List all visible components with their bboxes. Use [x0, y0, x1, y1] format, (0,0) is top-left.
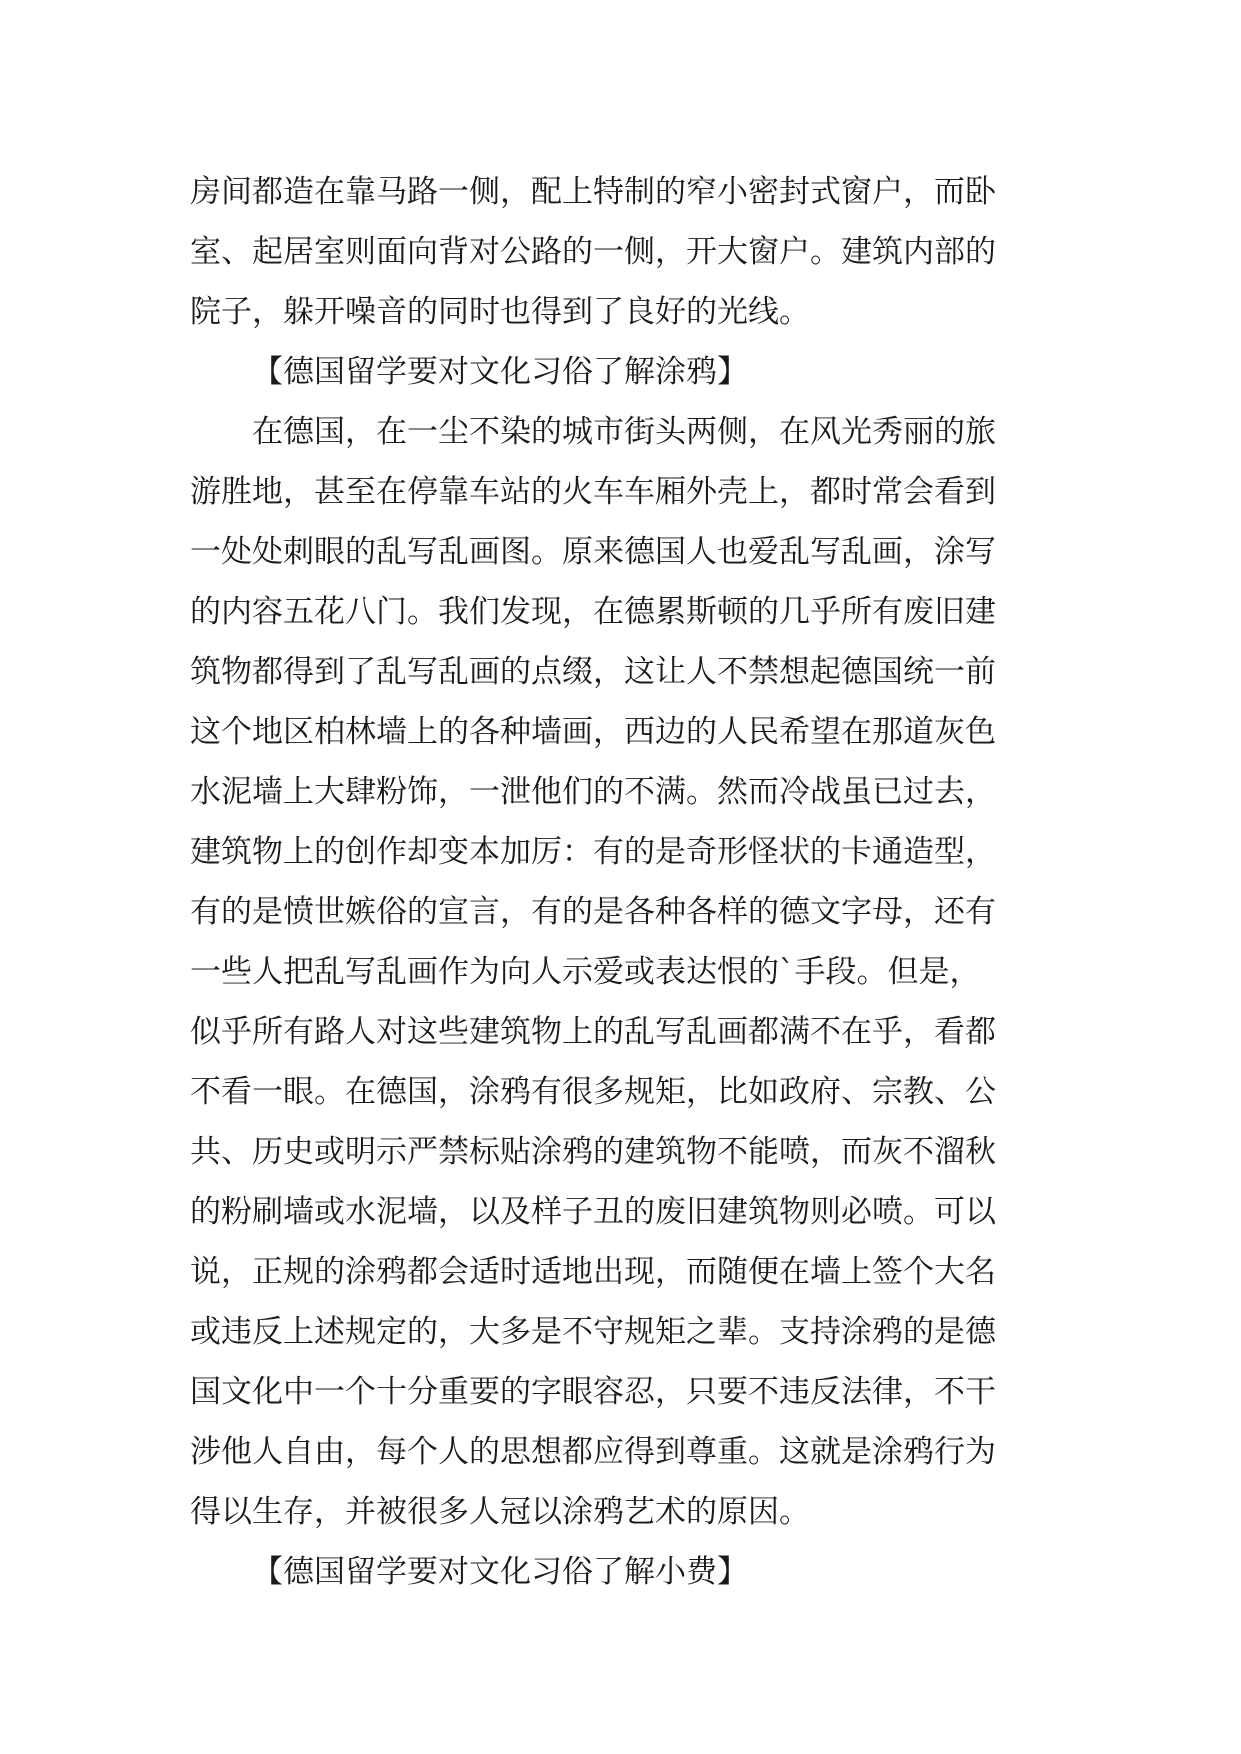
paragraph-line: 一处处刺眼的乱写乱画图。原来德国人也爱乱写乱画，涂写 — [190, 534, 996, 570]
paragraph-line: 国文化中一个十分重要的字眼容忍，只要不违反法律，不干 — [190, 1374, 996, 1410]
paragraph-line: 得以生存，并被很多人冠以涂鸦艺术的原因。 — [190, 1494, 810, 1530]
paragraph-line: 或违反上述规定的，大多是不守规矩之辈。支持涂鸦的是德 — [190, 1314, 996, 1350]
paragraph-line: 房间都造在靠马路一侧，配上特制的窄小密封式窗户，而卧 — [190, 174, 996, 210]
paragraph-line: 共、历史或明示严禁标贴涂鸦的建筑物不能喷，而灰不溜秋 — [190, 1134, 996, 1170]
paragraph-line: 水泥墙上大肆粉饰，一泄他们的不满。然而冷战虽已过去， — [190, 774, 996, 810]
paragraph-line: 建筑物上的创作却变本加厉：有的是奇形怪状的卡通造型， — [190, 834, 996, 870]
paragraph-line: 这个地区柏林墙上的各种墙画，西边的人民希望在那道灰色 — [190, 714, 996, 750]
paragraph-line: 游胜地，甚至在停靠车站的火车车厢外壳上，都时常会看到 — [190, 474, 996, 510]
paragraph-line: 院子，躲开噪音的同时也得到了良好的光线。 — [190, 294, 810, 330]
paragraph-line: 的粉刷墙或水泥墙，以及样子丑的废旧建筑物则必喷。可以 — [190, 1194, 996, 1230]
paragraph-line: 说，正规的涂鸦都会适时适地出现，而随便在墙上签个大名 — [190, 1254, 996, 1290]
paragraph-line: 不看一眼。在德国，涂鸦有很多规矩，比如政府、宗教、公 — [190, 1074, 996, 1110]
section-heading-graffiti: 【德国留学要对文化习俗了解涂鸦】 — [252, 354, 748, 390]
paragraph-line: 似乎所有路人对这些建筑物上的乱写乱画都满不在乎，看都 — [190, 1014, 996, 1050]
paragraph-line: 在德国，在一尘不染的城市街头两侧，在风光秀丽的旅 — [252, 414, 996, 450]
section-heading-tipping: 【德国留学要对文化习俗了解小费】 — [252, 1554, 748, 1590]
paragraph-line: 的内容五花八门。我们发现，在德累斯顿的几乎所有废旧建 — [190, 594, 996, 630]
document-body — [190, 162, 1060, 1602]
paragraph-line: 筑物都得到了乱写乱画的点缀，这让人不禁想起德国统一前 — [190, 654, 996, 690]
paragraph-line: 一些人把乱写乱画作为向人示爱或表达恨的`手段。但是， — [190, 954, 981, 990]
paragraph-line: 室、起居室则面向背对公路的一侧，开大窗户。建筑内部的 — [190, 234, 996, 270]
paragraph-line: 涉他人自由，每个人的思想都应得到尊重。这就是涂鸦行为 — [190, 1434, 996, 1470]
paragraph-line: 有的是愤世嫉俗的宣言，有的是各种各样的德文字母，还有 — [190, 894, 996, 930]
